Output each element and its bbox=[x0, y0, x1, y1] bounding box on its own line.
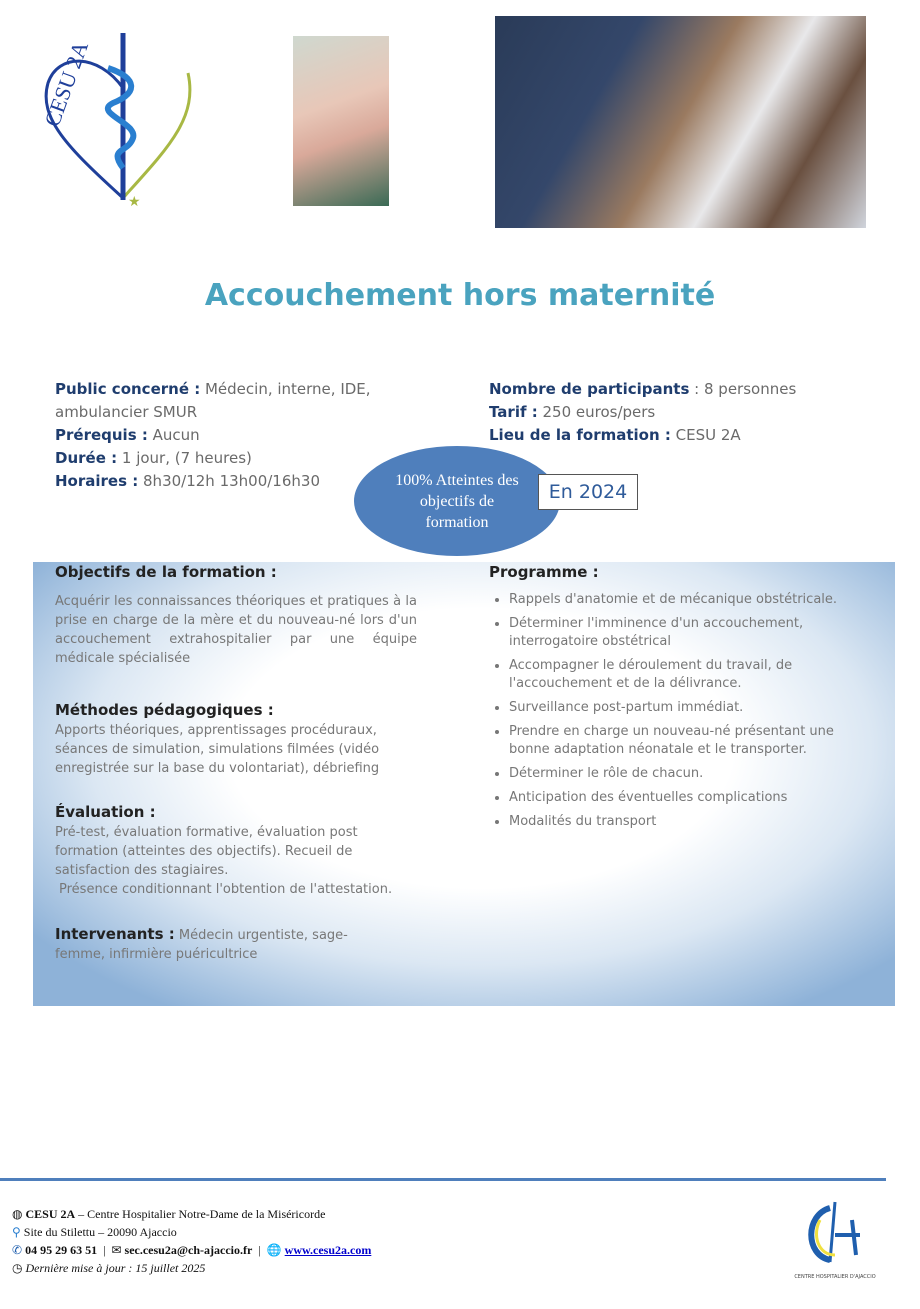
evaluation-text: Pré-test, évaluation formative, évaluation post formation (atteintes des objectifs). Recueil de satisfaction des stagiaires. Présence conditionnant l'obtention de l'attestation. bbox=[55, 825, 393, 897]
newborn-photo bbox=[293, 36, 389, 206]
year-badge: En 2024 bbox=[538, 474, 638, 510]
list-item: • Déterminer le rôle de chacun. bbox=[509, 765, 839, 783]
cesu-logo bbox=[28, 28, 198, 208]
objectifs-text: Acquérir les connaissances théoriques et pratiques à la prise en charge de la mère et du nouveau-né lors d'un accouchement extrahospitalier par une équipe médicale spécialisée bbox=[55, 594, 417, 666]
programme-list bbox=[491, 591, 839, 837]
website-link[interactable]: www.cesu2a.com bbox=[284, 1243, 372, 1257]
location-pin-icon: ⚲ bbox=[12, 1225, 21, 1239]
phone-icon: ✆ bbox=[12, 1243, 23, 1257]
list-item: • Déterminer l'imminence d'un accouchement, interrogatoire obstétrical bbox=[509, 615, 839, 651]
org-icon: ◍ bbox=[12, 1207, 23, 1221]
ch-ajaccio-logo: CENTRE HOSPITALIER D'AJACCIO bbox=[790, 1200, 880, 1285]
pregnancy-exam-photo bbox=[495, 16, 866, 228]
globe-icon: 🌐 bbox=[266, 1243, 282, 1257]
page-title: Accouchement hors maternité bbox=[204, 278, 716, 313]
info-right bbox=[489, 378, 849, 447]
evaluation-heading: Évaluation : bbox=[55, 803, 156, 821]
info-horaires: Horaires : 8h30/12h 13h00/16h30 bbox=[55, 472, 320, 490]
mail-icon: ✉ bbox=[111, 1243, 122, 1257]
success-rate-ellipse: 100% Atteintes des objectifs de formation bbox=[354, 446, 560, 556]
list-item: • Accompagner le déroulement du travail, de l'accouchement et de la délivrance. bbox=[509, 657, 839, 693]
info-tarif: Tarif : 250 euros/pers bbox=[489, 403, 656, 421]
list-item: • Modalités du transport bbox=[509, 813, 839, 831]
footer-divider bbox=[0, 1178, 886, 1181]
programme-heading: Programme : bbox=[489, 563, 599, 581]
methodes-text: Apports théoriques, apprentissages procéduraux, séances de simulation, simulations filmées (vidéo enregistrée sur la base du volontariat), débriefing bbox=[55, 723, 380, 776]
info-duree: Durée : 1 jour, (7 heures) bbox=[55, 449, 252, 467]
list-item: • Prendre en charge un nouveau-né présentant une bonne adaptation néonatale et le transporter. bbox=[509, 723, 839, 759]
list-item: • Surveillance post-partum immédiat. bbox=[509, 699, 839, 717]
email-link[interactable]: sec.cesu2a@ch-ajaccio.fr bbox=[124, 1243, 253, 1257]
list-item: • Rappels d'anatomie et de mécanique obstétricale. bbox=[509, 591, 839, 609]
info-public: Public concerné : Médecin, interne, IDE, ambulancier SMUR bbox=[55, 380, 371, 421]
logo-text: CESU 2A bbox=[39, 37, 94, 130]
list-item: • Anticipation des éventuelles complications bbox=[509, 789, 839, 807]
footer-contact: ◍ CESU 2A – Centre Hospitalier Notre-Dame de la Miséricorde ⚲ Site du Stilettu – 20090 Ajaccio ✆ 04 95 29 63 51 | ✉ sec.cesu2a@ch-ajaccio.fr | 🌐 www.cesu2a.com ◷ Dernière mise à jour : 15 juillet 2025 bbox=[12, 1207, 372, 1275]
svg-text:★: ★ bbox=[128, 194, 141, 208]
objectifs-heading: Objectifs de la formation : bbox=[55, 563, 277, 581]
info-prerequis: Prérequis : Aucun bbox=[55, 426, 200, 444]
info-participants: Nombre de participants : 8 personnes bbox=[489, 380, 797, 398]
methodes-heading: Méthodes pédagogiques : bbox=[55, 701, 274, 719]
info-lieu: Lieu de la formation : CESU 2A bbox=[489, 426, 741, 444]
clock-icon: ◷ bbox=[12, 1261, 23, 1275]
intervenants: Intervenants : Médecin urgentiste, sage-femme, infirmière puéricultrice bbox=[55, 925, 348, 962]
info-left bbox=[55, 378, 395, 493]
